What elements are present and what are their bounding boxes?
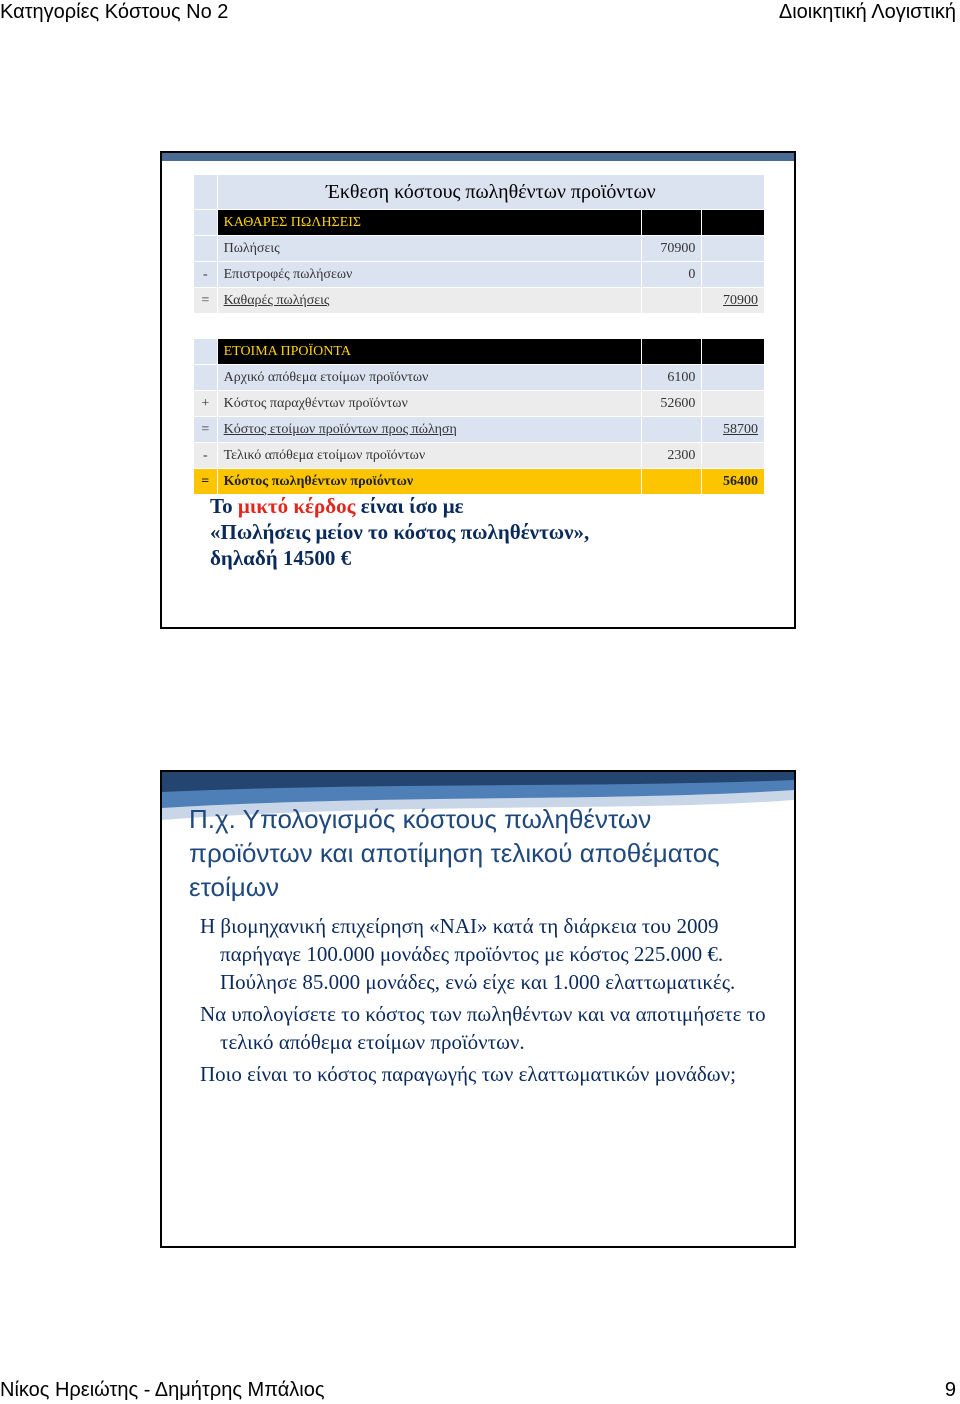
slide-body xyxy=(200,912,780,1092)
table-row: + Κόστος παραχθέντων προϊόντων 52600 xyxy=(194,391,765,417)
gross-profit-note xyxy=(210,493,770,571)
gross-profit-line-1: Το μικτό κέρδος είναι ίσο με xyxy=(210,494,464,518)
table-row: - Τελικό απόθεμα ετοίμων προϊόντων 2300 xyxy=(194,443,765,469)
page-header-right: Διοικητική Λογιστική xyxy=(778,1,956,23)
page-header-left: Κατηγορίες Κόστους Νο 2 xyxy=(0,1,229,23)
table-row xyxy=(194,339,765,365)
slide-title: Π.χ. Υπολογισμός κόστους πωληθέντων προϊόντων και αποτίμηση τελικού αποθέματος ετοίμων xyxy=(189,804,720,902)
table-spacer-row xyxy=(194,314,765,339)
gross-profit-line-2: «Πωλήσεις μείον το κόστος πωληθέντων», xyxy=(210,520,590,544)
gross-profit-line-3: δηλαδή 14500 € xyxy=(210,546,352,570)
gross-profit-highlight: μικτό κέρδος xyxy=(237,494,356,518)
section-heading-net-sales: ΚΑΘΑΡΕΣ ΠΩΛΗΣΕΙΣ xyxy=(217,210,641,236)
paragraph-problem-statement: Η βιομηχανική επιχείρηση «ΝΑΙ» κατά τη διάρκεια του 2009 παρήγαγε 100.000 μονάδες προϊόντος με κόστος 225.000 €. Πούλησε 85.000 μονάδες, ενώ είχε και 1.000 ελαττωματικές. xyxy=(200,914,736,994)
table-row: Αρχικό απόθεμα ετοίμων προϊόντων 6100 xyxy=(194,365,765,391)
table-title-row xyxy=(194,175,765,210)
table-row: = Κόστος ετοίμων προϊόντων προς πώληση 58700 xyxy=(194,417,765,443)
table-total-row: = Κόστος πωληθέντων προϊόντων 56400 xyxy=(194,469,765,495)
table-row xyxy=(194,210,765,236)
table-title: Έκθεση κόστους πωληθέντων προϊόντων xyxy=(217,175,764,210)
slide-top-stripe xyxy=(162,153,794,161)
paragraph-task: Να υπολογίσετε το κόστος των πωληθέντων και να αποτιμήσετε το τελικό απόθεμα ετοίμων προϊόντων. xyxy=(200,1002,766,1054)
page-number: 9 xyxy=(944,1379,956,1401)
slide-cost-of-goods-sold-report xyxy=(160,151,796,629)
cogs-report-table xyxy=(194,175,765,495)
table-row: Πωλήσεις 70900 xyxy=(194,236,765,262)
section-heading-finished-goods: ΕΤΟΙΜΑ ΠΡΟΪΟΝΤΑ xyxy=(217,339,641,365)
paragraph-question: Ποιο είναι το κόστος παραγωγής των ελαττωματικών μονάδων; xyxy=(200,1062,736,1086)
table-row: - Επιστροφές πωλήσεων 0 xyxy=(194,262,765,288)
table-row: = Καθαρές πωλήσεις 70900 xyxy=(194,288,765,314)
page-footer-authors: Νίκος Ηρειώτης - Δημήτρης Μπάλιος xyxy=(0,1379,325,1401)
slide-example-exercise xyxy=(160,770,796,1248)
